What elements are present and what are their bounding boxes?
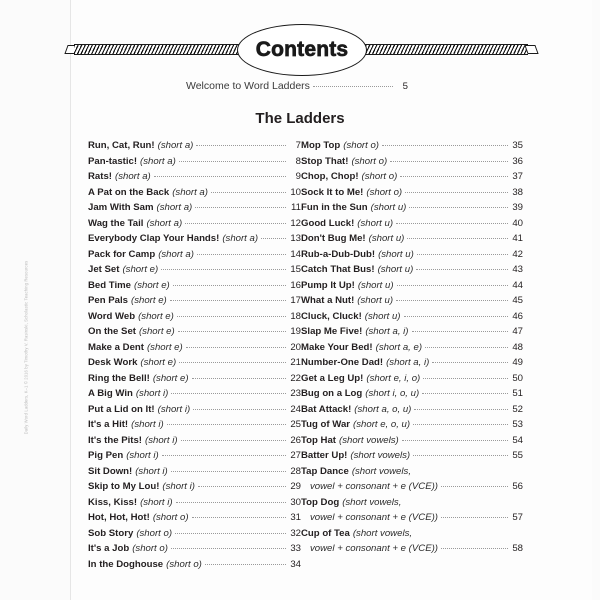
toc-entry-title: Catch That Bus! <box>301 264 375 275</box>
toc-entry[interactable] <box>301 247 523 263</box>
toc-entry[interactable] <box>88 324 301 340</box>
toc-entry[interactable] <box>301 495 523 526</box>
toc-entry-vowel-note: (short a) <box>172 186 208 198</box>
toc-entry-vowel-note: (short o) <box>132 543 168 554</box>
toc-entry-vowel-note: (short a) <box>156 202 193 213</box>
toc-entry-page-number: 48 <box>512 341 523 353</box>
toc-entry[interactable] <box>301 231 523 247</box>
toc-entry-title: It's a Job <box>88 543 130 554</box>
toc-entry[interactable] <box>88 448 301 464</box>
toc-entry-page-number: 30 <box>290 496 301 508</box>
dot-leader <box>402 440 508 441</box>
toc-entry-page-number: 50 <box>512 372 523 384</box>
toc-entry-title: Jam With Sam <box>88 202 154 213</box>
toc-entry-vowel-note: (short o) <box>361 171 398 182</box>
rope-end-right-icon <box>524 45 538 54</box>
toc-entry-title: Cup of Tea <box>301 527 350 539</box>
toc-entry-title: Batter Up! <box>301 450 348 461</box>
rope-right-icon <box>362 44 528 55</box>
toc-entry[interactable] <box>88 355 301 371</box>
toc-entry-vowel-note: (short i, o, u) <box>365 388 420 399</box>
welcome-label: Welcome to Word Ladders <box>186 80 310 92</box>
toc-entry[interactable] <box>301 309 523 325</box>
toc-entry-title: Sob Story <box>88 527 134 539</box>
toc-entry-page-number: 24 <box>290 403 301 415</box>
toc-entry-title: Skip to My Lou! <box>88 481 160 492</box>
toc-entry-title: In the Doghouse <box>88 558 164 570</box>
toc-entry-title: It's a Hit! <box>88 419 129 430</box>
toc-entry-page-number: 28 <box>290 465 301 477</box>
dot-leader <box>425 347 508 348</box>
toc-entry-vowel-note: (short i) <box>131 419 164 430</box>
toc-entry-page-number: 55 <box>512 450 523 461</box>
toc-entry-title: Desk Work <box>88 357 138 368</box>
toc-entry[interactable] <box>301 293 523 309</box>
toc-entry-title: Don't Bug Me! <box>301 233 366 244</box>
toc-entry[interactable] <box>301 216 523 232</box>
toc-entry-page-number: 56 <box>512 481 523 492</box>
toc-entry-title: Make Your Bed! <box>301 341 373 353</box>
toc-entry-page-number: 31 <box>290 512 301 523</box>
toc-entry-vowel-note: (short a, e) <box>375 341 423 353</box>
toc-entry-vowel-note: (short e) <box>146 341 183 353</box>
toc-entry-vowel-note: (short u) <box>357 279 394 291</box>
toc-entry-line-2 <box>301 510 523 526</box>
dot-leader <box>197 254 286 255</box>
toc-entry-line-2 <box>301 541 523 557</box>
toc-entry-vowel-note: vowel + consonant + e (VCE)) <box>310 543 438 554</box>
dot-leader <box>178 331 286 332</box>
toc-entry-title: Hot, Hot, Hot! <box>88 512 150 523</box>
toc-entry-page-number: 16 <box>290 279 301 291</box>
toc-entry-title: A Pat on the Back <box>88 186 170 198</box>
toc-entry-title: Pack for Camp <box>88 248 156 260</box>
dot-leader <box>417 254 508 255</box>
toc-entry-title: Word Web <box>88 310 136 322</box>
toc-entry-page-number: 45 <box>512 295 523 306</box>
dot-leader <box>390 161 508 162</box>
toc-entry[interactable] <box>88 526 301 542</box>
toc-entry-vowel-note: (short u) <box>370 202 407 213</box>
toc-entry-page-number: 54 <box>512 434 523 446</box>
toc-entry-vowel-note: (short i) <box>126 450 159 461</box>
toc-entry-page-number: 36 <box>512 155 523 167</box>
toc-entry-title: Bug on a Log <box>301 388 363 399</box>
toc-entry-title: Pen Pals <box>88 295 128 306</box>
toc-entry[interactable] <box>88 541 301 557</box>
toc-entry-title: Stop That! <box>301 155 349 167</box>
toc-entry-vowel-note: (short e) <box>138 310 174 322</box>
toc-entry-vowel-note: (short o) <box>166 558 202 570</box>
toc-entry[interactable] <box>301 200 523 216</box>
toc-entry[interactable] <box>301 154 523 170</box>
toc-entry[interactable] <box>301 417 523 433</box>
dot-leader <box>170 300 286 301</box>
toc-entry[interactable] <box>301 386 523 402</box>
toc-entry[interactable] <box>88 262 301 278</box>
dot-leader <box>171 548 286 549</box>
dot-leader <box>211 192 286 193</box>
toc-entry-vowel-note: (short o) <box>366 186 403 198</box>
spine-credit-text: Daily Word Ladders, K–1 © 2016 by Timothy V. Rasinski, Scholastic Teaching Resources <box>23 260 29 435</box>
toc-entry-vowel-note: (short o) <box>351 155 388 167</box>
toc-entry[interactable] <box>301 433 523 449</box>
toc-entry-vowel-note: (short e) <box>138 326 175 337</box>
toc-entry[interactable] <box>301 262 523 278</box>
toc-entry[interactable] <box>88 309 301 325</box>
toc-entry-title: Wag the Tail <box>88 217 144 229</box>
toc-entry[interactable] <box>88 138 301 154</box>
toc-entry-title: Pig Pen <box>88 450 124 461</box>
toc-entry[interactable] <box>301 526 523 557</box>
toc-entry-title: Sit Down! <box>88 465 133 477</box>
toc-entry-title: Bat Attack! <box>301 403 352 415</box>
dot-leader <box>162 455 286 456</box>
toc-entry-page-number: 29 <box>290 481 301 492</box>
toc-entry-vowel-note: (short vowels, <box>342 496 402 508</box>
toc-entry-page-number: 52 <box>512 403 523 415</box>
toc-entry[interactable] <box>88 231 301 247</box>
toc-entry[interactable] <box>88 185 301 201</box>
toc-entry-vowel-note: (short u) <box>364 310 401 322</box>
dot-leader <box>173 285 286 286</box>
toc-entry-page-number: 53 <box>512 419 523 430</box>
toc-entry[interactable] <box>88 169 301 185</box>
toc-entry-vowel-note: (short e, i, o) <box>366 372 421 384</box>
contents-title-oval <box>237 24 367 76</box>
dot-leader <box>413 424 508 425</box>
dot-leader <box>185 223 286 224</box>
dot-leader <box>409 207 508 208</box>
toc-entry-title: Ring the Bell! <box>88 372 150 384</box>
toc-entry-vowel-note: (short o) <box>343 140 379 151</box>
toc-entry-vowel-note: (short i) <box>157 403 191 415</box>
toc-entry-title: Good Luck! <box>301 217 355 229</box>
toc-entry-page-number: 12 <box>290 217 301 229</box>
toc-entry-page-number: 10 <box>290 186 301 198</box>
toc-entry-page-number: 42 <box>512 248 523 260</box>
toc-entry-title: Chop, Chop! <box>301 171 359 182</box>
toc-entry[interactable] <box>88 510 301 526</box>
toc-entry-page-number: 37 <box>512 171 523 182</box>
toc-entry-title: Cluck, Cluck! <box>301 310 362 322</box>
toc-entry-vowel-note: (short e) <box>140 357 177 368</box>
dot-leader <box>193 409 286 410</box>
toc-entry-title: Tug of War <box>301 419 351 430</box>
toc-entry-page-number: 25 <box>290 419 301 430</box>
dot-leader <box>422 393 508 394</box>
toc-entry-vowel-note: (short vowels, <box>351 465 411 477</box>
toc-entry[interactable] <box>88 200 301 216</box>
toc-entry[interactable] <box>88 247 301 263</box>
toc-entry-title: Pump It Up! <box>301 279 355 291</box>
dot-leader <box>397 285 508 286</box>
toc-entry-line-2 <box>301 479 523 495</box>
toc-entry-vowel-note: (short a, i) <box>386 357 430 368</box>
toc-entry-vowel-note: (short e) <box>134 279 170 291</box>
toc-entry[interactable] <box>88 293 301 309</box>
toc-entry-vowel-note: (short a) <box>146 217 183 229</box>
toc-entry[interactable] <box>88 495 301 511</box>
dot-leader <box>171 471 286 472</box>
dot-leader <box>175 533 286 534</box>
toc-entry-page-number: 32 <box>290 527 301 539</box>
toc-entry-page-number: 43 <box>512 264 523 275</box>
toc-entry-vowel-note: (short o) <box>152 512 189 523</box>
dot-leader <box>396 223 508 224</box>
dot-leader <box>396 300 508 301</box>
toc-entry-title: Run, Cat, Run! <box>88 140 155 151</box>
toc-entry-vowel-note: (short vowels) <box>339 434 399 446</box>
toc-entry-vowel-note: (short u) <box>378 248 414 260</box>
dot-leader <box>154 176 286 177</box>
dot-leader <box>192 517 286 518</box>
toc-entry-vowel-note: (short e) <box>152 372 189 384</box>
toc-entry-vowel-note: (short u) <box>377 264 414 275</box>
toc-entry-page-number: 19 <box>290 326 301 337</box>
toc-entry-page-number: 47 <box>512 326 523 337</box>
toc-entry[interactable] <box>88 479 301 495</box>
toc-entry-title: Number-One Dad! <box>301 357 384 368</box>
toc-entry-title: What a Nut! <box>301 295 355 306</box>
page-title: Contents <box>255 38 349 61</box>
toc-entry-vowel-note: (short a) <box>157 140 194 151</box>
dot-leader <box>198 486 286 487</box>
toc-entry-page-number: 58 <box>512 543 523 554</box>
toc-entry-title: Get a Leg Up! <box>301 372 364 384</box>
dot-leader <box>313 86 393 87</box>
dot-leader <box>161 269 286 270</box>
toc-entry[interactable] <box>88 340 301 356</box>
toc-entry-line-1 <box>301 464 523 480</box>
dot-leader <box>416 269 508 270</box>
toc-entry-title: Fun in the Sun <box>301 202 368 213</box>
toc-entry-title: Tap Dance <box>301 465 349 477</box>
toc-entry[interactable] <box>88 402 301 418</box>
toc-entry[interactable] <box>301 324 523 340</box>
toc-entry-title: Pan-tastic! <box>88 155 138 167</box>
toc-entry[interactable] <box>301 448 523 464</box>
toc-entry-line-1 <box>301 526 523 542</box>
toc-entry[interactable] <box>301 278 523 294</box>
toc-entry-title: Top Dog <box>301 496 340 508</box>
contents-banner <box>0 18 600 80</box>
toc-entry-title: Mop Top <box>301 140 341 151</box>
toc-entry-title: It's the Pits! <box>88 434 142 446</box>
dot-leader <box>404 316 508 317</box>
toc-entry-page-number: 44 <box>512 279 523 291</box>
dot-leader <box>412 331 509 332</box>
toc-entry-page-number: 34 <box>290 558 301 570</box>
dot-leader <box>186 347 286 348</box>
toc-entry-vowel-note: (short o) <box>136 527 173 539</box>
toc-entry-vowel-note: (short e, o, u) <box>353 419 411 430</box>
toc-entry-page-number: 14 <box>290 248 301 260</box>
dot-leader <box>179 161 286 162</box>
dot-leader <box>413 455 508 456</box>
toc-entry-vowel-note: (short vowels) <box>350 450 411 461</box>
dot-leader <box>382 145 508 146</box>
toc-column-left <box>88 138 301 572</box>
dot-leader <box>400 176 508 177</box>
dot-leader <box>441 548 508 549</box>
toc-entry-page-number: 8 <box>295 155 301 167</box>
dot-leader <box>192 378 286 379</box>
toc-entry-welcome[interactable] <box>186 80 408 92</box>
toc-entry[interactable] <box>88 557 301 573</box>
toc-entry-vowel-note: (short i) <box>135 388 169 399</box>
toc-entry-title: Rub-a-Dub-Dub! <box>301 248 376 260</box>
dot-leader <box>196 145 286 146</box>
toc-entry[interactable] <box>301 138 523 154</box>
toc-entry-title: Kiss, Kiss! <box>88 496 138 508</box>
toc-entry-title: Jet Set <box>88 264 120 275</box>
toc-entry[interactable] <box>301 371 523 387</box>
section-heading: The Ladders <box>255 110 345 127</box>
dot-leader <box>176 502 286 503</box>
toc-entry[interactable] <box>301 464 523 495</box>
toc-entry[interactable] <box>88 386 301 402</box>
toc-entry[interactable] <box>301 169 523 185</box>
toc-entry-vowel-note: (short u) <box>368 233 405 244</box>
toc-entry[interactable] <box>301 355 523 371</box>
toc-entry-page-number: 11 <box>291 202 301 213</box>
toc-entry-page-number: 51 <box>512 388 523 399</box>
toc-entry[interactable] <box>88 278 301 294</box>
dot-leader <box>441 486 508 487</box>
toc-entry-vowel-note: vowel + consonant + e (VCE)) <box>310 512 438 523</box>
dot-leader <box>205 564 286 565</box>
toc-entry-vowel-note: (short e) <box>131 295 167 306</box>
toc-entry-line-1 <box>301 495 523 511</box>
toc-entry-title: Make a Dent <box>88 341 144 353</box>
toc-entry[interactable] <box>301 340 523 356</box>
dot-leader <box>179 362 286 363</box>
toc-entry-page-number: 46 <box>512 310 523 322</box>
toc-entry-vowel-note: (short a) <box>222 233 259 244</box>
dot-leader <box>171 393 286 394</box>
toc-entry-title: Rats! <box>88 171 112 182</box>
toc-entry-page-number: 49 <box>512 357 523 368</box>
toc-entry-page-number: 27 <box>290 450 301 461</box>
toc-entry-page-number: 33 <box>290 543 301 554</box>
toc-entry-title: A Big Win <box>88 388 133 399</box>
toc-entry-page-number: 22 <box>290 372 301 384</box>
dot-leader <box>407 238 508 239</box>
toc-entry-title: Sock It to Me! <box>301 186 364 198</box>
rope-left-icon <box>74 44 240 55</box>
toc-entry-vowel-note: (short e) <box>122 264 159 275</box>
toc-entry-page-number: 57 <box>512 512 523 523</box>
toc-entry-vowel-note: (short u) <box>357 295 394 306</box>
toc-entry-vowel-note: (short i) <box>135 465 168 477</box>
toc-entry-page-number: 9 <box>295 171 301 182</box>
toc-entry-vowel-note: (short a) <box>158 248 194 260</box>
dot-leader <box>432 362 508 363</box>
toc-entry-vowel-note: (short i) <box>140 496 173 508</box>
toc-entry[interactable] <box>88 417 301 433</box>
toc-entry-title: Put a Lid on It! <box>88 403 155 415</box>
toc-entry[interactable] <box>301 402 523 418</box>
dot-leader <box>414 409 508 410</box>
toc-entry[interactable] <box>88 464 301 480</box>
toc-entry[interactable] <box>88 371 301 387</box>
toc-entry-vowel-note: (short i) <box>162 481 195 492</box>
dot-leader <box>405 192 508 193</box>
toc-entry-vowel-note: (short a, i) <box>365 326 409 337</box>
toc-entry[interactable] <box>301 185 523 201</box>
toc-entry-vowel-note: (short i) <box>145 434 178 446</box>
toc-entry-vowel-note: vowel + consonant + e (VCE)) <box>310 481 438 492</box>
toc-entry-page-number: 7 <box>295 140 301 151</box>
toc-entry-vowel-note: (short a) <box>140 155 176 167</box>
dot-leader <box>261 238 286 239</box>
toc-entry-vowel-note: (short a, o, u) <box>354 403 412 415</box>
toc-entry-page-number: 23 <box>290 388 301 399</box>
toc-entry-page-number: 40 <box>512 217 523 229</box>
toc-entry-page-number: 18 <box>290 310 301 322</box>
toc-entry-title: Everybody Clap Your Hands! <box>88 233 220 244</box>
toc-entry-page-number: 38 <box>512 186 523 198</box>
toc-entry-page-number: 17 <box>290 295 301 306</box>
toc-entry-title: On the Set <box>88 326 136 337</box>
toc-entry-title: Slap Me Five! <box>301 326 363 337</box>
toc-entry-page-number: 26 <box>290 434 301 446</box>
welcome-page-number: 5 <box>402 81 408 92</box>
toc-entry[interactable] <box>88 154 301 170</box>
toc-columns <box>0 138 600 572</box>
dot-leader <box>423 378 508 379</box>
toc-entry-vowel-note: (short vowels, <box>352 527 413 539</box>
dot-leader <box>441 517 508 518</box>
toc-entry-vowel-note: (short a) <box>115 171 151 182</box>
toc-entry-title: Bed Time <box>88 279 132 291</box>
toc-entry-title: Top Hat <box>301 434 336 446</box>
toc-entry-vowel-note: (short u) <box>357 217 394 229</box>
toc-entry[interactable] <box>88 433 301 449</box>
toc-entry[interactable] <box>88 216 301 232</box>
dot-leader <box>167 424 286 425</box>
toc-entry-page-number: 35 <box>512 140 523 151</box>
toc-entry-page-number: 15 <box>290 264 301 275</box>
toc-entry-page-number: 20 <box>290 341 301 353</box>
toc-entry-page-number: 13 <box>290 233 301 244</box>
dot-leader <box>181 440 286 441</box>
toc-entry-page-number: 21 <box>290 357 301 368</box>
toc-column-right <box>301 138 523 572</box>
dot-leader <box>195 207 286 208</box>
toc-entry-page-number: 39 <box>512 202 523 213</box>
toc-entry-page-number: 41 <box>512 233 523 244</box>
dot-leader <box>177 316 286 317</box>
